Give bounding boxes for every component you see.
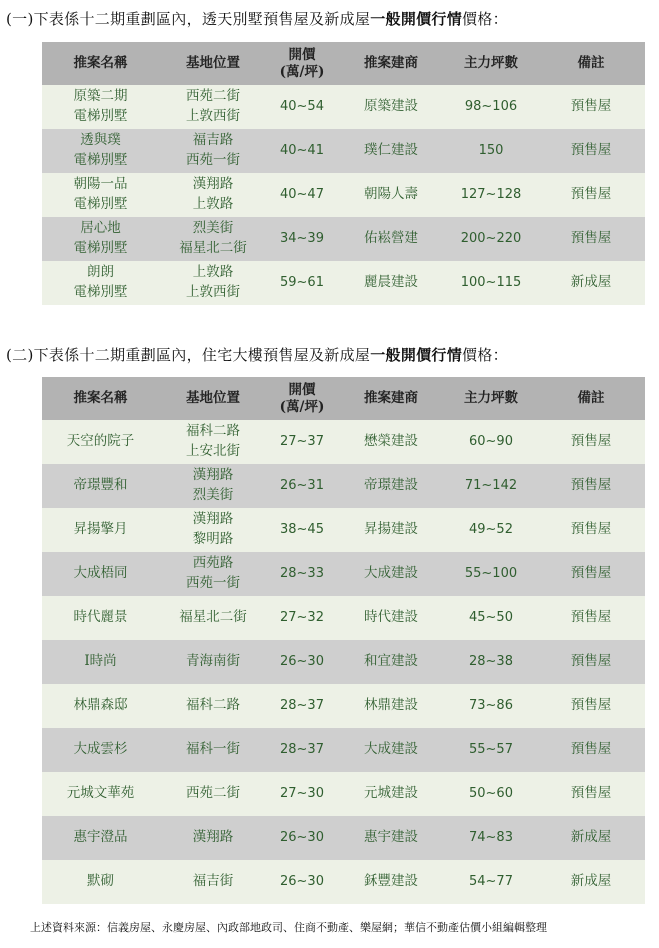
table-row: [42, 552, 645, 596]
project-size: 74~83: [445, 816, 537, 860]
table-row: [42, 129, 645, 173]
project-name: 默砌: [42, 860, 159, 904]
project-location: 福科一街: [159, 728, 267, 772]
project-price: 38~45: [267, 508, 337, 552]
project-builder: 昇揚建設: [337, 508, 445, 552]
project-size: 49~52: [445, 508, 537, 552]
data-source-note: 上述資料來源：信義房屋、永慶房屋、內政部地政司、住商不動產、樂屋網；華信不動產估價小組編輯整理: [30, 921, 547, 934]
project-price: 28~37: [267, 728, 337, 772]
project-builder: 懋榮建設: [337, 420, 445, 464]
table-row: [42, 261, 645, 305]
project-note: 新成屋: [537, 816, 645, 860]
header-builder: 推案建商: [337, 377, 445, 420]
table-row: [42, 173, 645, 217]
section2-title-suffix: 價格：: [462, 346, 508, 364]
header-builder: 推案建商: [337, 42, 445, 85]
project-size: 55~57: [445, 728, 537, 772]
project-price: 26~30: [267, 640, 337, 684]
project-note: 預售屋: [537, 129, 645, 173]
project-size: 100~115: [445, 261, 537, 305]
project-size: 98~106: [445, 85, 537, 129]
project-size: 54~77: [445, 860, 537, 904]
project-price: 40~54: [267, 85, 337, 129]
project-price: 27~32: [267, 596, 337, 640]
project-note: 預售屋: [537, 596, 645, 640]
project-location: 西苑路 西苑一街: [159, 552, 267, 596]
header-size: 主力坪數: [445, 42, 537, 85]
project-size: 28~38: [445, 640, 537, 684]
section2-title-bold: 一般開價行情: [370, 346, 463, 364]
project-name: 原築二期 電梯別墅: [42, 85, 159, 129]
header-price-line2: (萬/坪): [279, 63, 325, 80]
project-name: 惠宇澄品: [42, 816, 159, 860]
project-name: 帝璟豐和: [42, 464, 159, 508]
project-note: 預售屋: [537, 552, 645, 596]
project-location: 烈美街 福星北二街: [159, 217, 267, 261]
project-size: 127~128: [445, 173, 537, 217]
project-name: 昇揚擎月: [42, 508, 159, 552]
header-name: 推案名稱: [42, 377, 159, 420]
project-size: 55~100: [445, 552, 537, 596]
table-row: [42, 816, 645, 860]
project-price: 40~47: [267, 173, 337, 217]
project-name: 天空的院子: [42, 420, 159, 464]
table-row: [42, 684, 645, 728]
project-builder: 朝陽人壽: [337, 173, 445, 217]
header-price-line1: 開價: [288, 381, 316, 398]
project-size: 73~86: [445, 684, 537, 728]
table-row: [42, 860, 645, 904]
project-builder: 和宜建設: [337, 640, 445, 684]
project-builder: 大成建設: [337, 552, 445, 596]
section1-title-prefix: (一)下表係十二期重劃區內，透天別墅預售屋及新成屋: [6, 10, 371, 28]
project-note: 新成屋: [537, 261, 645, 305]
project-location: 西苑二街: [159, 772, 267, 816]
project-location: 福吉街: [159, 860, 267, 904]
table-row: [42, 420, 645, 464]
villa-price-table: [42, 42, 645, 305]
tower-price-table: [42, 377, 645, 904]
project-size: 200~220: [445, 217, 537, 261]
project-note: 預售屋: [537, 85, 645, 129]
project-note: 預售屋: [537, 173, 645, 217]
project-size: 45~50: [445, 596, 537, 640]
project-name: I時尚: [42, 640, 159, 684]
project-builder: 元城建設: [337, 772, 445, 816]
project-builder: 大成建設: [337, 728, 445, 772]
project-price: 40~41: [267, 129, 337, 173]
project-price: 28~37: [267, 684, 337, 728]
project-note: 預售屋: [537, 684, 645, 728]
section2-title: [6, 344, 508, 365]
table-row: [42, 85, 645, 129]
section2-title-prefix: (二)下表係十二期重劃區內，住宅大樓預售屋及新成屋: [6, 346, 371, 364]
table-row: [42, 464, 645, 508]
project-size: 150: [445, 129, 537, 173]
table-row: [42, 508, 645, 552]
project-name: 大成雲杉: [42, 728, 159, 772]
header-price: [267, 377, 337, 420]
project-builder: 鉌豐建設: [337, 860, 445, 904]
header-note: 備註: [537, 42, 645, 85]
table-row: [42, 596, 645, 640]
table-row: [42, 640, 645, 684]
project-price: 26~30: [267, 816, 337, 860]
project-location: 漢翔路 黎明路: [159, 508, 267, 552]
table-header-row: [42, 42, 645, 85]
project-name: 朝陽一品 電梯別墅: [42, 173, 159, 217]
project-builder: 帝璟建設: [337, 464, 445, 508]
header-location: 基地位置: [159, 42, 267, 85]
project-name: 時代麗景: [42, 596, 159, 640]
table-row: [42, 217, 645, 261]
section1-title: [6, 8, 508, 29]
project-builder: 林鼎建設: [337, 684, 445, 728]
project-note: 預售屋: [537, 728, 645, 772]
project-note: 預售屋: [537, 464, 645, 508]
header-name: 推案名稱: [42, 42, 159, 85]
project-builder: 原築建設: [337, 85, 445, 129]
project-name: 大成梧同: [42, 552, 159, 596]
project-note: 預售屋: [537, 420, 645, 464]
project-builder: 佑崧營建: [337, 217, 445, 261]
header-price-line2: (萬/坪): [279, 398, 325, 415]
project-size: 71~142: [445, 464, 537, 508]
section1-title-suffix: 價格：: [462, 10, 508, 28]
project-price: 34~39: [267, 217, 337, 261]
project-builder: 璞仁建設: [337, 129, 445, 173]
project-size: 50~60: [445, 772, 537, 816]
header-price-line1: 開價: [288, 46, 316, 63]
project-note: 預售屋: [537, 508, 645, 552]
project-name: 朗朗 電梯別墅: [42, 261, 159, 305]
header-price: [267, 42, 337, 85]
project-location: 福科二路 上安北街: [159, 420, 267, 464]
project-builder: 時代建設: [337, 596, 445, 640]
project-note: 預售屋: [537, 217, 645, 261]
table-row: [42, 772, 645, 816]
project-price: 28~33: [267, 552, 337, 596]
header-size: 主力坪數: [445, 377, 537, 420]
project-price: 27~37: [267, 420, 337, 464]
project-price: 27~30: [267, 772, 337, 816]
project-location: 上敦路 上敦西街: [159, 261, 267, 305]
project-note: 新成屋: [537, 860, 645, 904]
project-price: 26~30: [267, 860, 337, 904]
project-note: 預售屋: [537, 640, 645, 684]
project-location: 福星北二街: [159, 596, 267, 640]
project-name: 透與璞 電梯別墅: [42, 129, 159, 173]
table-header-row: [42, 377, 645, 420]
project-location: 漢翔路: [159, 816, 267, 860]
project-builder: 麗晨建設: [337, 261, 445, 305]
project-location: 福科二路: [159, 684, 267, 728]
project-location: 西苑二街 上敦西街: [159, 85, 267, 129]
project-note: 預售屋: [537, 772, 645, 816]
section1-title-bold: 一般開價行情: [370, 10, 463, 28]
header-note: 備註: [537, 377, 645, 420]
project-builder: 惠宇建設: [337, 816, 445, 860]
project-location: 漢翔路 烈美街: [159, 464, 267, 508]
project-location: 福吉路 西苑一街: [159, 129, 267, 173]
table-row: [42, 728, 645, 772]
project-size: 60~90: [445, 420, 537, 464]
project-price: 59~61: [267, 261, 337, 305]
project-name: 居心地 電梯別墅: [42, 217, 159, 261]
project-name: 元城文華苑: [42, 772, 159, 816]
project-price: 26~31: [267, 464, 337, 508]
header-location: 基地位置: [159, 377, 267, 420]
project-location: 漢翔路 上敦路: [159, 173, 267, 217]
project-name: 林鼎森邸: [42, 684, 159, 728]
project-location: 青海南街: [159, 640, 267, 684]
